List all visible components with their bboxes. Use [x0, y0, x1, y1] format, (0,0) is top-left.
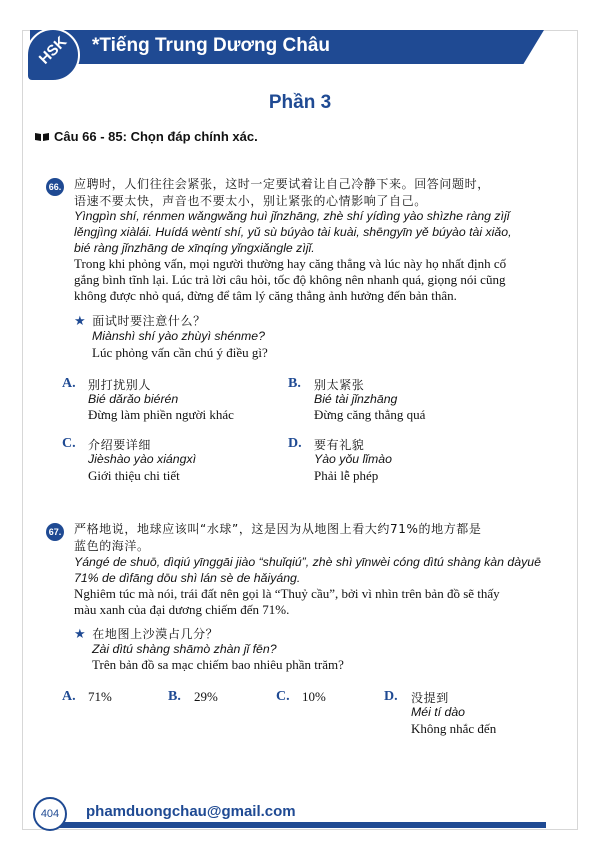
part-title: Phần 3: [268, 92, 332, 113]
option-d-chinese: 要有礼貌: [314, 438, 365, 452]
question-vietnamese-line: không được nhỏ quá, đừng để tâm lý căng thẳng ảnh hưởng đến bản thân.: [74, 288, 457, 303]
option-c-letter[interactable]: C.: [62, 436, 76, 451]
option-a-vietnamese: Đừng làm phiền người khác: [88, 407, 234, 422]
option-d-vietnamese: Phải lễ phép: [314, 468, 379, 483]
option-b-chinese: 别太紧张: [314, 378, 365, 392]
hsk-badge-label: HSK: [35, 33, 71, 68]
prompt-pinyin: Zài dìtú shàng shāmò zhàn jǐ fēn?: [92, 642, 277, 656]
option-c-vietnamese: Giới thiệu chi tiết: [88, 468, 180, 483]
option-b-letter[interactable]: B.: [168, 689, 181, 704]
prompt-pinyin: Miànshì shí yào zhùyì shénme?: [92, 329, 265, 343]
option-d-vietnamese: Không nhắc đến: [411, 721, 497, 736]
prompt-chinese: ★ 在地图上沙漠占几分？: [74, 627, 219, 642]
prompt-vietnamese: Lúc phỏng vấn cần chú ý điều gì?: [92, 345, 268, 360]
option-a-letter[interactable]: A.: [62, 689, 76, 704]
section-heading: [34, 129, 258, 144]
question-pinyin-line: Yìngpìn shí, rénmen wǎngwǎng huì jǐnzhāng, zhè shí yídìng yào shìzhe ràng zìjǐ: [74, 209, 510, 223]
prompt-vietnamese: Trên bản đồ sa mạc chiếm bao nhiêu phần trăm?: [92, 657, 344, 672]
option-d-letter[interactable]: D.: [384, 689, 398, 704]
question-pinyin-line: bié ràng jǐnzhāng de xīnqíng yǐngxiǎngle zìjǐ.: [74, 241, 315, 255]
question-number: 66.: [46, 178, 64, 196]
question-vietnamese-line: màu xanh của đại dương chiếm đến 71%.: [74, 602, 290, 617]
question-chinese-line: 严格地说，地球应该叫“水球”，这是因为从地图上看大约71%的地方都是: [74, 522, 482, 536]
page-frame: [22, 30, 578, 830]
option-c-letter[interactable]: C.: [276, 689, 290, 704]
footer-email[interactable]: phamduongchau@gmail.com: [86, 803, 296, 820]
footer-rule: [48, 822, 546, 828]
header-title: *Tiếng Trung Dương Châu: [92, 35, 331, 56]
option-b-pinyin: Bié tài jǐnzhāng: [314, 392, 398, 406]
question-pinyin-line: Yángé de shuō, dìqiú yīnggāi jiào “shuǐqiú”, zhè shì yīnwèi cóng dìtú shàng kàn dàyuē: [74, 555, 541, 569]
option-c-chinese: 介绍要详细: [88, 438, 152, 452]
question-number: 67.: [46, 523, 64, 541]
option-d-letter[interactable]: D.: [288, 436, 302, 451]
question-pinyin-line: lěngjìng xiàlái. Huídá wèntí shí, yǔ sù búyào tài kuài, shēngyīn yě búyào tài xiǎo,: [74, 225, 512, 239]
question-chinese-line: 蓝色的海洋。: [74, 539, 150, 553]
question-vietnamese-line: Trong khi phỏng vấn, mọi người thường hay căng thẳng và lúc này họ nhất định cố: [74, 256, 507, 271]
option-b-vietnamese: Đừng căng thẳng quá: [314, 407, 426, 422]
option-d-chinese: 没提到: [411, 691, 449, 705]
open-book-icon: [34, 132, 50, 142]
option-c-pinyin: Jièshào yào xiángxì: [88, 452, 197, 466]
option-b-value: 29%: [194, 689, 218, 704]
option-b-letter[interactable]: B.: [288, 376, 301, 391]
question-vietnamese-line: gắng bình tĩnh lại. Lúc trả lời câu hỏi, tốc độ không nên nhanh quá, giọng nói cũng: [74, 272, 506, 287]
question-vietnamese-line: Nghiêm túc mà nói, trái đất nên gọi là “Thuỷ cầu”, bởi vì nhìn trên bản đồ sẽ thấy: [74, 586, 500, 601]
page-number: 404: [33, 797, 67, 831]
option-d-pinyin: Yào yǒu lǐmào: [314, 452, 392, 466]
question-chinese-line: 语速不要太快，声音也不要太小，别让紧张的心情影响了自己。: [74, 194, 427, 208]
option-c-value: 10%: [302, 689, 326, 704]
option-a-pinyin: Bié dǎrǎo biérén: [88, 392, 179, 406]
question-chinese-line: 应聘时，人们往往会紧张，这时一定要试着让自己冷静下来。回答问题时，: [74, 177, 490, 191]
question-pinyin-line: 71% de dìfāng dōu shì lán sè de hǎiyáng.: [74, 571, 301, 585]
option-d-pinyin: Méi tí dào: [411, 705, 465, 719]
star-icon: ★: [74, 314, 87, 329]
option-a-letter[interactable]: A.: [62, 376, 76, 391]
option-a-value: 71%: [88, 689, 112, 704]
option-a-chinese: 别打扰别人: [88, 378, 152, 392]
star-icon: ★: [74, 627, 87, 642]
prompt-chinese: ★ 面试时要注意什么？: [74, 314, 206, 329]
section-heading-text: Câu 66 - 85: Chọn đáp chính xác.: [54, 129, 258, 144]
